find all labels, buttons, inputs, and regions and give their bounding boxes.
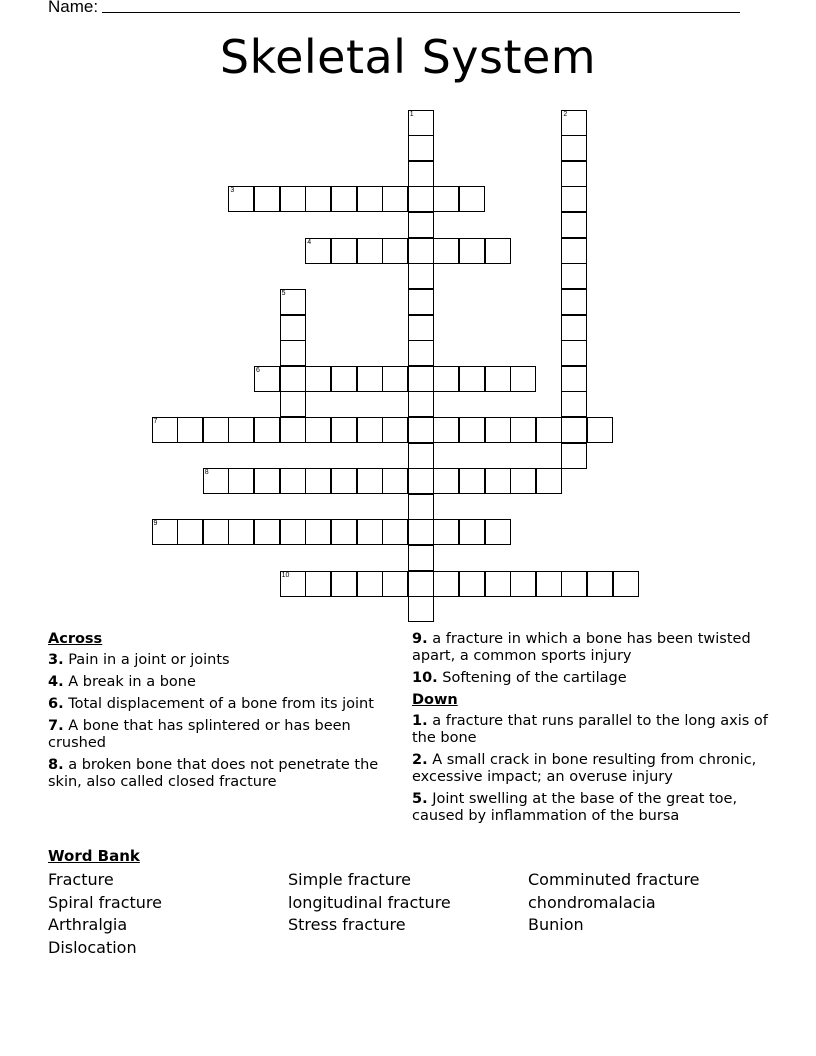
crossword-cell[interactable] [433, 186, 459, 212]
word-bank-item: Comminuted fracture [528, 870, 700, 889]
crossword-cell[interactable] [203, 468, 229, 494]
crossword-cell[interactable] [382, 366, 408, 392]
clue-across-10: 10. Softening of the cartilage [412, 670, 627, 686]
crossword-cell[interactable] [357, 571, 383, 597]
crossword-cell[interactable] [203, 417, 229, 443]
clue-number: 3 [230, 187, 235, 195]
crossword-cell[interactable] [408, 545, 434, 571]
crossword-cell[interactable] [254, 519, 280, 545]
crossword-cell[interactable] [587, 571, 613, 597]
crossword-cell[interactable] [280, 315, 306, 341]
word-bank-item: chondromalacia [528, 892, 656, 912]
crossword-cell[interactable] [408, 110, 434, 136]
crossword-cell[interactable] [561, 417, 587, 443]
crossword-cell[interactable] [331, 571, 357, 597]
crossword-cell[interactable] [382, 468, 408, 494]
clue-number: 7 [153, 417, 158, 425]
clue-across-7: 7. A bone that has splintered or has been crushed [48, 718, 351, 751]
crossword-cell[interactable] [357, 468, 383, 494]
crossword-cell[interactable] [485, 417, 511, 443]
crossword-cell[interactable] [357, 417, 383, 443]
clues-left-column [48, 631, 388, 796]
clue-number: 8 [204, 469, 209, 477]
clue-number: 2 [563, 110, 568, 118]
crossword-cell[interactable] [280, 391, 306, 417]
crossword-cell[interactable] [408, 468, 434, 494]
crossword-cell[interactable] [510, 468, 536, 494]
word-bank-item: Dislocation [48, 938, 137, 958]
crossword-cell[interactable] [305, 519, 331, 545]
crossword-cell[interactable] [280, 519, 306, 545]
word-bank-column-1 [48, 869, 162, 960]
word-bank-item: Simple fracture [288, 870, 412, 889]
crossword-cell[interactable] [408, 596, 434, 622]
crossword-cell[interactable] [382, 519, 408, 545]
crossword-cell[interactable] [408, 571, 434, 597]
crossword-cell[interactable] [408, 238, 434, 264]
crossword-cell[interactable] [459, 186, 485, 212]
crossword-cell[interactable] [433, 571, 459, 597]
crossword-cell[interactable] [459, 468, 485, 494]
crossword-cell[interactable] [433, 519, 459, 545]
crossword-cell[interactable] [280, 289, 306, 315]
crossword-cell[interactable] [152, 519, 178, 545]
crossword-cell[interactable] [305, 417, 331, 443]
crossword-cell[interactable] [561, 161, 587, 187]
crossword-cell[interactable] [254, 366, 280, 392]
crossword-cell[interactable] [510, 571, 536, 597]
crossword-cell[interactable] [459, 366, 485, 392]
crossword-cell[interactable] [177, 519, 203, 545]
crossword-cell[interactable] [408, 494, 434, 520]
word-bank-title: Word Bank [48, 847, 140, 865]
crossword-cell[interactable] [228, 519, 254, 545]
crossword-cell[interactable] [280, 571, 306, 597]
crossword-cell[interactable] [561, 186, 587, 212]
crossword-cell[interactable] [305, 571, 331, 597]
crossword-cell[interactable] [561, 263, 587, 289]
clue-down-5: 5. Joint swelling at the base of the great toe, caused by inflammation of the bursa [412, 791, 738, 824]
crossword-cell[interactable] [280, 340, 306, 366]
crossword-cell[interactable] [280, 186, 306, 212]
crossword-cell[interactable] [561, 366, 587, 392]
crossword-cell[interactable] [254, 417, 280, 443]
crossword-cell[interactable] [459, 519, 485, 545]
crossword-cell[interactable] [459, 238, 485, 264]
crossword-cell[interactable] [561, 571, 587, 597]
crossword-cell[interactable] [382, 186, 408, 212]
clue-across-8: 8. a broken bone that does not penetrate the skin, also called closed fracture [48, 757, 379, 790]
crossword-cell[interactable] [177, 417, 203, 443]
crossword-cell[interactable] [433, 417, 459, 443]
crossword-cell[interactable] [254, 468, 280, 494]
clue-across-3: 3. Pain in a joint or joints [48, 652, 230, 668]
crossword-cell[interactable] [408, 212, 434, 238]
crossword-cell[interactable] [459, 417, 485, 443]
crossword-cell[interactable] [408, 135, 434, 161]
crossword-cell[interactable] [561, 212, 587, 238]
crossword-cell[interactable] [536, 571, 562, 597]
clue-number: 6 [256, 366, 260, 374]
crossword-cell[interactable] [433, 366, 459, 392]
crossword-cell[interactable] [561, 315, 587, 341]
crossword-cell[interactable] [408, 391, 434, 417]
crossword-cell[interactable] [357, 186, 383, 212]
crossword-cell[interactable] [485, 366, 511, 392]
crossword-cell[interactable] [305, 186, 331, 212]
crossword-cell[interactable] [331, 238, 357, 264]
crossword-cell[interactable] [305, 468, 331, 494]
crossword-cell[interactable] [331, 519, 357, 545]
word-bank-column-3 [528, 869, 700, 937]
crossword-cell[interactable] [357, 366, 383, 392]
crossword-cell[interactable] [510, 366, 536, 392]
word-bank-item: Stress fracture [288, 915, 406, 935]
crossword-cell[interactable] [561, 135, 587, 161]
crossword-cell[interactable] [459, 571, 485, 597]
crossword-cell[interactable] [561, 391, 587, 417]
clue-number: 4 [307, 238, 312, 246]
crossword-cell[interactable] [536, 468, 562, 494]
word-bank-item: Arthralgia [48, 915, 128, 935]
crossword-cell[interactable] [203, 519, 229, 545]
clue-across-6: 6. Total displacement of a bone from its joint [48, 696, 374, 712]
crossword-cell[interactable] [331, 186, 357, 212]
clue-down-2: 2. A small crack in bone resulting from chronic, excessive impact; an overuse injury [412, 752, 757, 785]
word-bank-item: longitudinal fracture [288, 892, 451, 912]
crossword-cell[interactable] [382, 571, 408, 597]
crossword-cell[interactable] [433, 468, 459, 494]
clue-number: 10 [281, 571, 290, 579]
crossword-cell[interactable] [561, 443, 587, 469]
crossword-cell[interactable] [408, 443, 434, 469]
crossword-cell[interactable] [561, 289, 587, 315]
crossword-cell[interactable] [408, 289, 434, 315]
clue-across-4: 4. A break in a bone [48, 674, 196, 690]
across-heading: Across [48, 631, 103, 647]
crossword-cell[interactable] [331, 468, 357, 494]
crossword-cell[interactable] [382, 417, 408, 443]
crossword-cell[interactable] [408, 263, 434, 289]
crossword-cell[interactable] [587, 417, 613, 443]
crossword-cell[interactable] [485, 238, 511, 264]
crossword-cell[interactable] [228, 468, 254, 494]
crossword-cell[interactable] [408, 315, 434, 341]
crossword-cell[interactable] [280, 366, 306, 392]
crossword-cell[interactable] [331, 417, 357, 443]
word-bank-item: Bunion [528, 915, 584, 935]
crossword-cell[interactable] [357, 238, 383, 264]
crossword-cell[interactable] [305, 238, 331, 264]
crossword-cell[interactable] [408, 366, 434, 392]
name-label: Name: [48, 0, 99, 16]
crossword-cell[interactable] [382, 238, 408, 264]
page-title: Skeletal System [219, 30, 597, 84]
crossword-cell[interactable] [331, 366, 357, 392]
crossword-cell[interactable] [561, 238, 587, 264]
crossword-cell[interactable] [228, 186, 254, 212]
crossword-cell[interactable] [152, 417, 178, 443]
clue-across-9: 9. a fracture in which a bone has been twisted apart, a common sports injury [412, 631, 751, 664]
crossword-cell[interactable] [561, 110, 587, 136]
crossword-cell[interactable] [485, 468, 511, 494]
crossword-cell[interactable] [408, 519, 434, 545]
crossword-cell[interactable] [305, 366, 331, 392]
crossword-cell[interactable] [485, 571, 511, 597]
crossword-cell[interactable] [254, 186, 280, 212]
crossword-cell[interactable] [228, 417, 254, 443]
crossword-cell[interactable] [408, 417, 434, 443]
crossword-cell[interactable] [510, 417, 536, 443]
down-heading: Down [412, 692, 458, 708]
clues-right-column [412, 631, 782, 830]
crossword-cell[interactable] [280, 417, 306, 443]
word-bank-column-2 [288, 869, 451, 937]
crossword-cell[interactable] [433, 238, 459, 264]
crossword-cell[interactable] [280, 468, 306, 494]
clue-down-1: 1. a fracture that runs parallel to the long axis of the bone [412, 713, 768, 746]
clue-number: 9 [153, 520, 158, 528]
word-bank-item: Spiral fracture [48, 892, 162, 912]
crossword-cell[interactable] [408, 340, 434, 366]
clue-number: 1 [409, 110, 414, 118]
clue-number: 5 [281, 289, 286, 297]
word-bank-item: Fracture [48, 870, 114, 889]
crossword-cell[interactable] [613, 571, 639, 597]
crossword-cell[interactable] [408, 186, 434, 212]
crossword-cell[interactable] [357, 519, 383, 545]
crossword-cell[interactable] [485, 519, 511, 545]
crossword-cell[interactable] [536, 417, 562, 443]
crossword-cell[interactable] [561, 340, 587, 366]
crossword-cell[interactable] [408, 161, 434, 187]
